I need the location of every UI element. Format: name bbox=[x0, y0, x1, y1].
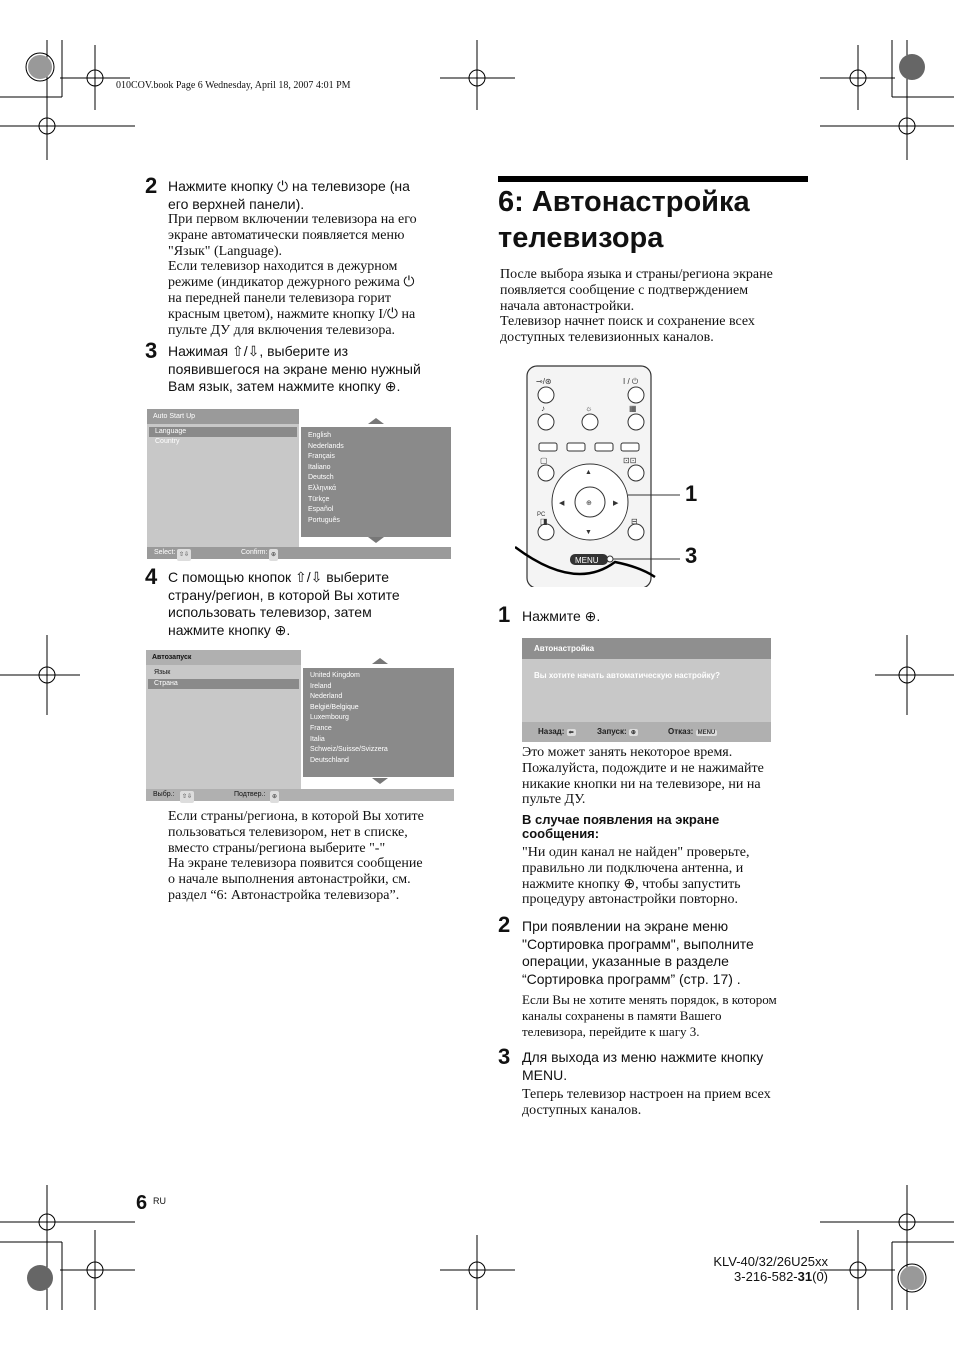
right-step-3-heading: Для выхода из меню нажмите кнопку MENU. bbox=[522, 1049, 764, 1083]
intro-text: После выбора языка и страны/региона экране появляется сообщение с подтверждением начала автонастройки. Телевизор начнет поиск и сохранение всех доступных телевизионных каналов. bbox=[500, 267, 773, 346]
right-step-3-body: Теперь телевизор настроен на прием всех доступных каналов. bbox=[522, 1087, 771, 1118]
title-rule bbox=[498, 176, 808, 182]
step-3-number: 3 bbox=[145, 338, 158, 363]
screen-title: Автозапуск bbox=[146, 650, 301, 665]
up-down-key-icon: ⇧⇩ bbox=[177, 549, 191, 561]
wait-text: Это может занять некоторое время. Пожалуйста, подождите и не нажимайте никакие кнопки ни на телевизоре, ни на пульте ДУ. bbox=[522, 745, 764, 808]
autostart-screen-ru bbox=[146, 650, 301, 801]
confirm-key-icon: ⊕ bbox=[269, 549, 278, 561]
step-2-body: При первом включении телевизора на его экране автоматически появляется меню "Язык" (Language). Если телевизор находится в дежурном режиме (индикатор дежурного режима ⏻ на передней панели телевизора горит красным цветом), нажмите кнопку I/⏻ на пульте ДУ для включения телевизора. bbox=[168, 212, 417, 338]
screen-title: Auto Start Up bbox=[147, 409, 299, 424]
scroll-down-icon bbox=[372, 778, 388, 784]
country-list: United Kingdom Ireland Nederland België/Belgique Luxembourg France Italia Schweiz/Suisse/Svizzera Deutschland bbox=[303, 668, 454, 777]
model-number: KLV-40/32/26U25xx 3-216-582-31(0) bbox=[713, 1254, 828, 1284]
confirm-key-icon: ⊕ bbox=[270, 791, 279, 803]
print-header: 010COV.book Page 6 Wednesday, April 18, 2007 4:01 PM bbox=[116, 80, 351, 91]
screen-footer: Выбр.: ⇧⇩ Подтвер.: ⊕ bbox=[146, 789, 301, 801]
info-icon: ⊡⊡ bbox=[623, 456, 637, 465]
dialog-start: Запуск: ⊕ bbox=[597, 727, 636, 736]
case-heading: В случае появления на экране сообщения: bbox=[522, 812, 720, 841]
step-3-heading: Нажимая ⇧/⇩, выберите из появившегося на экране меню нужный Вам язык, затем нажмите кнопку ⊕. bbox=[168, 343, 421, 394]
picture-icon: ☼ bbox=[585, 404, 593, 413]
scroll-up-icon bbox=[372, 658, 388, 664]
right-step-1-heading: Нажмите ⊕. bbox=[522, 608, 601, 624]
menu-key-icon: MENU bbox=[697, 730, 716, 736]
menu-item-country-ru: Страна bbox=[148, 679, 299, 689]
right-step-3-number: 3 bbox=[498, 1044, 511, 1069]
wide-icon: ▦ bbox=[629, 404, 637, 413]
scroll-up-icon bbox=[368, 418, 384, 424]
case-body: "Ни один канал не найден" проверьте, правильно ли подключена антенна, и нажмите кнопку ⊕, чтобы запустить процедуру автонастройки повторно. bbox=[522, 845, 750, 908]
step-2-number: 2 bbox=[145, 173, 158, 198]
up-down-key-icon: ⇧⇩ bbox=[180, 791, 194, 803]
guide-icon: ⊟ bbox=[631, 517, 638, 526]
tv-icon: ▢ bbox=[540, 456, 548, 465]
dialog-title: Автонастройка bbox=[534, 644, 595, 653]
right-step-2-heading: При появлении на экране меню "Сортировка программ", выполните операции, указанные в разделе “Сортировка программ” (стр. 17) . bbox=[522, 918, 754, 987]
menu-item-language-ru: Язык bbox=[154, 669, 171, 676]
menu-item-country: Country bbox=[155, 438, 180, 445]
back-arrow-icon: ⬅ bbox=[568, 730, 574, 736]
svg-text:◀: ◀ bbox=[559, 500, 565, 507]
svg-text:▶: ▶ bbox=[613, 500, 619, 507]
pc-label: PC bbox=[537, 512, 546, 518]
svg-text:▼: ▼ bbox=[585, 529, 592, 536]
page-title: 6: Автонастройка телевизора bbox=[498, 186, 750, 254]
auto-start-up-screen bbox=[147, 409, 299, 559]
language-list: English Nederlands Français Italiano Deutsch Ελληνικά Türkçe Español Português bbox=[301, 427, 451, 537]
dialog-cancel: Отказ: MENU bbox=[668, 727, 716, 736]
screen-footer: Select: ⇧⇩ Confirm: ⊕ bbox=[147, 547, 299, 559]
autotune-dialog bbox=[522, 638, 771, 742]
screen-footer-extension bbox=[299, 547, 451, 559]
input-icon: ⊸/⊛ bbox=[536, 377, 552, 386]
callout-1: 1 bbox=[685, 481, 698, 506]
step-4-number: 4 bbox=[145, 564, 158, 589]
svg-text:⊕: ⊕ bbox=[586, 500, 592, 507]
step-4-heading: С помощью кнопок ⇧/⇩ выберите страну/регион, в которой Вы хотите использовать телевизор, затем нажмите кнопку ⊕. bbox=[168, 569, 400, 638]
power-icon: I / ⏻ bbox=[623, 377, 639, 386]
confirm-key-icon: ⊕ bbox=[630, 730, 636, 736]
right-step-2-body: Если Вы не хотите менять порядок, в котором каналы сохранены в памяти Вашего телевизора, перейдите к шагу 3. bbox=[522, 992, 777, 1039]
sound-icon: ♪ bbox=[541, 404, 545, 413]
right-step-1-number: 1 bbox=[498, 602, 511, 627]
screen-footer-extension bbox=[301, 789, 454, 801]
dialog-question: Вы хотите начать автоматическую настройку? bbox=[534, 671, 721, 680]
step-2-heading: Нажмите кнопку ⏻ на телевизоре (на его верхней панели). bbox=[168, 178, 410, 212]
dialog-back: Назад: ⬅ bbox=[538, 727, 574, 736]
page-number: 6 bbox=[136, 1192, 148, 1214]
menu-item-language: Language bbox=[149, 427, 297, 437]
pip-icon: ◨ bbox=[540, 517, 548, 526]
right-step-2-number: 2 bbox=[498, 912, 511, 937]
svg-text:▲: ▲ bbox=[585, 469, 592, 476]
menu-button-label: MENU bbox=[575, 556, 599, 565]
scroll-down-icon bbox=[368, 537, 384, 543]
country-note: Если страны/региона, в которой Вы хотите пользоваться телевизором, нет в списке, вместо страны/региона выберите "-" На экране телевизора появится сообщение о начале выполнения автонастройки, см. раздел “6: Автонастройка телевизора”. bbox=[168, 809, 424, 903]
callout-3: 3 bbox=[685, 543, 698, 568]
page-language: RU bbox=[153, 1196, 166, 1206]
